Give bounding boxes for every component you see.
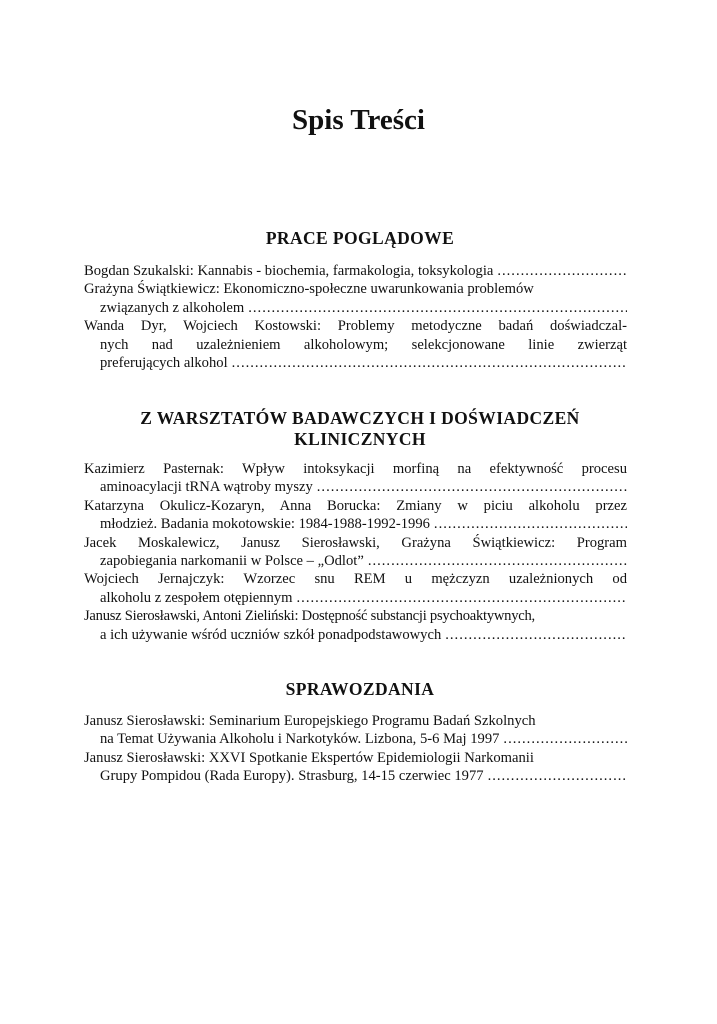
dot-leader: [488, 767, 627, 785]
toc-entry-text: Grupy Pompidou (Rada Europy). Strasburg, 14-15 czerwiec 1977: [100, 768, 484, 785]
section-entries-prace-pogladowe: [84, 262, 627, 372]
toc-entry-text: alkoholu z zespołem otępiennym: [100, 589, 293, 606]
section-entries-z-warsztatow: [84, 460, 627, 644]
dot-leader: [497, 262, 627, 280]
toc-entry[interactable]: [84, 497, 627, 534]
section-entries-sprawozdania: [84, 712, 627, 786]
toc-entry[interactable]: [84, 607, 627, 644]
toc-entry-line: Janusz Sierosławski: Seminarium Europejskiego Programu Badań Szkolnych: [84, 713, 536, 729]
toc-entry-line: Grażyna Świątkiewicz: Ekonomiczno-społeczne uwarunkowania problemów: [84, 281, 534, 298]
section-heading-prace-pogladowe: [80, 228, 640, 249]
toc-entry-line: [84, 730, 627, 748]
toc-entry[interactable]: [84, 280, 627, 317]
dot-leader: [445, 626, 627, 644]
toc-entry-line: [84, 299, 627, 317]
section-heading-line: PRACE POGLĄDOWE: [265, 228, 455, 248]
toc-entry[interactable]: [84, 460, 627, 497]
toc-entry-line: Wojciech Jernajczyk: Wzorzec snu REM u mężczyzn uzależnionych od: [84, 571, 627, 588]
dot-leader: [434, 515, 627, 533]
toc-entry[interactable]: [84, 570, 627, 607]
toc-entry[interactable]: [84, 749, 627, 786]
toc-entry[interactable]: [84, 317, 627, 372]
toc-entry-line: Wanda Dyr, Wojciech Kostowski: Problemy metodyczne badań doświadczal-: [84, 318, 627, 335]
section-heading-sprawozdania: [80, 679, 640, 700]
toc-entry-line: Katarzyna Okulicz-Kozaryn, Anna Borucka: Zmiany w piciu alkoholu przez: [84, 497, 627, 514]
toc-entry-line: Janusz Sierosławski: XXVI Spotkanie Ekspertów Epidemiologii Narkomanii: [84, 749, 534, 766]
toc-entry-line: [84, 478, 627, 496]
section-heading-line: SPRAWOZDANIA: [285, 679, 435, 699]
dot-leader: [317, 478, 627, 496]
toc-entry-text: zapobiegania narkomanii w Polsce – „Odlot”: [100, 552, 364, 569]
dot-leader: [248, 299, 627, 317]
section-heading-line: KLINICZNYCH: [294, 429, 426, 449]
toc-entry-text: na Temat Używania Alkoholu i Narkotyków. Lizbona, 5-6 Maj 1997: [100, 731, 500, 748]
toc-entry[interactable]: [84, 712, 627, 749]
toc-entry-line: Janusz Sierosławski, Antoni Zieliński: Dostępność substancji psychoaktywnych,: [84, 608, 535, 625]
dot-leader: [368, 552, 627, 570]
toc-entry-text: aminoacylacji tRNA wątroby myszy: [100, 479, 313, 496]
toc-entry[interactable]: [84, 534, 627, 571]
toc-entry-line: nych nad uzależnieniem alkoholowym; selekcjonowane linie zwierząt: [100, 336, 627, 353]
toc-entry-line: [84, 354, 627, 372]
page-title: Spis Treści: [292, 104, 425, 136]
section-heading-line: Z WARSZTATÓW BADAWCZYCH I DOŚWIADCZEŃ: [140, 408, 580, 428]
toc-entry-text: młodzież. Badania mokotowskie: 1984-1988-1992-1996: [100, 516, 430, 533]
toc-entry-line: [84, 767, 627, 785]
dot-leader: [232, 354, 627, 372]
toc-entry-text: związanych z alkoholem: [100, 299, 245, 316]
dot-leader: [503, 730, 627, 748]
toc-entry-line: [84, 589, 627, 607]
toc-entry-line: [84, 515, 627, 533]
dot-leader: [297, 589, 627, 607]
section-heading-z-warsztatow: [80, 408, 640, 450]
toc-entry-line: Kazimierz Pasternak: Wpływ intoksykacji morfiną na efektywność procesu: [84, 461, 627, 477]
toc-entry-line: [84, 552, 627, 570]
toc-entry-line: Jacek Moskalewicz, Janusz Sierosławski, Grażyna Świątkiewicz: Program: [84, 534, 627, 551]
toc-entry-text: Bogdan Szukalski: Kannabis - biochemia, farmakologia, toksykologia: [84, 263, 494, 279]
toc-entry-text: preferujących alkohol: [100, 355, 228, 371]
toc-entry[interactable]: [84, 262, 627, 280]
toc-entry-text: a ich używanie wśród uczniów szkół ponadpodstawowych: [100, 626, 442, 643]
toc-entry-line: [84, 626, 627, 644]
toc-entry-line: [84, 262, 627, 280]
